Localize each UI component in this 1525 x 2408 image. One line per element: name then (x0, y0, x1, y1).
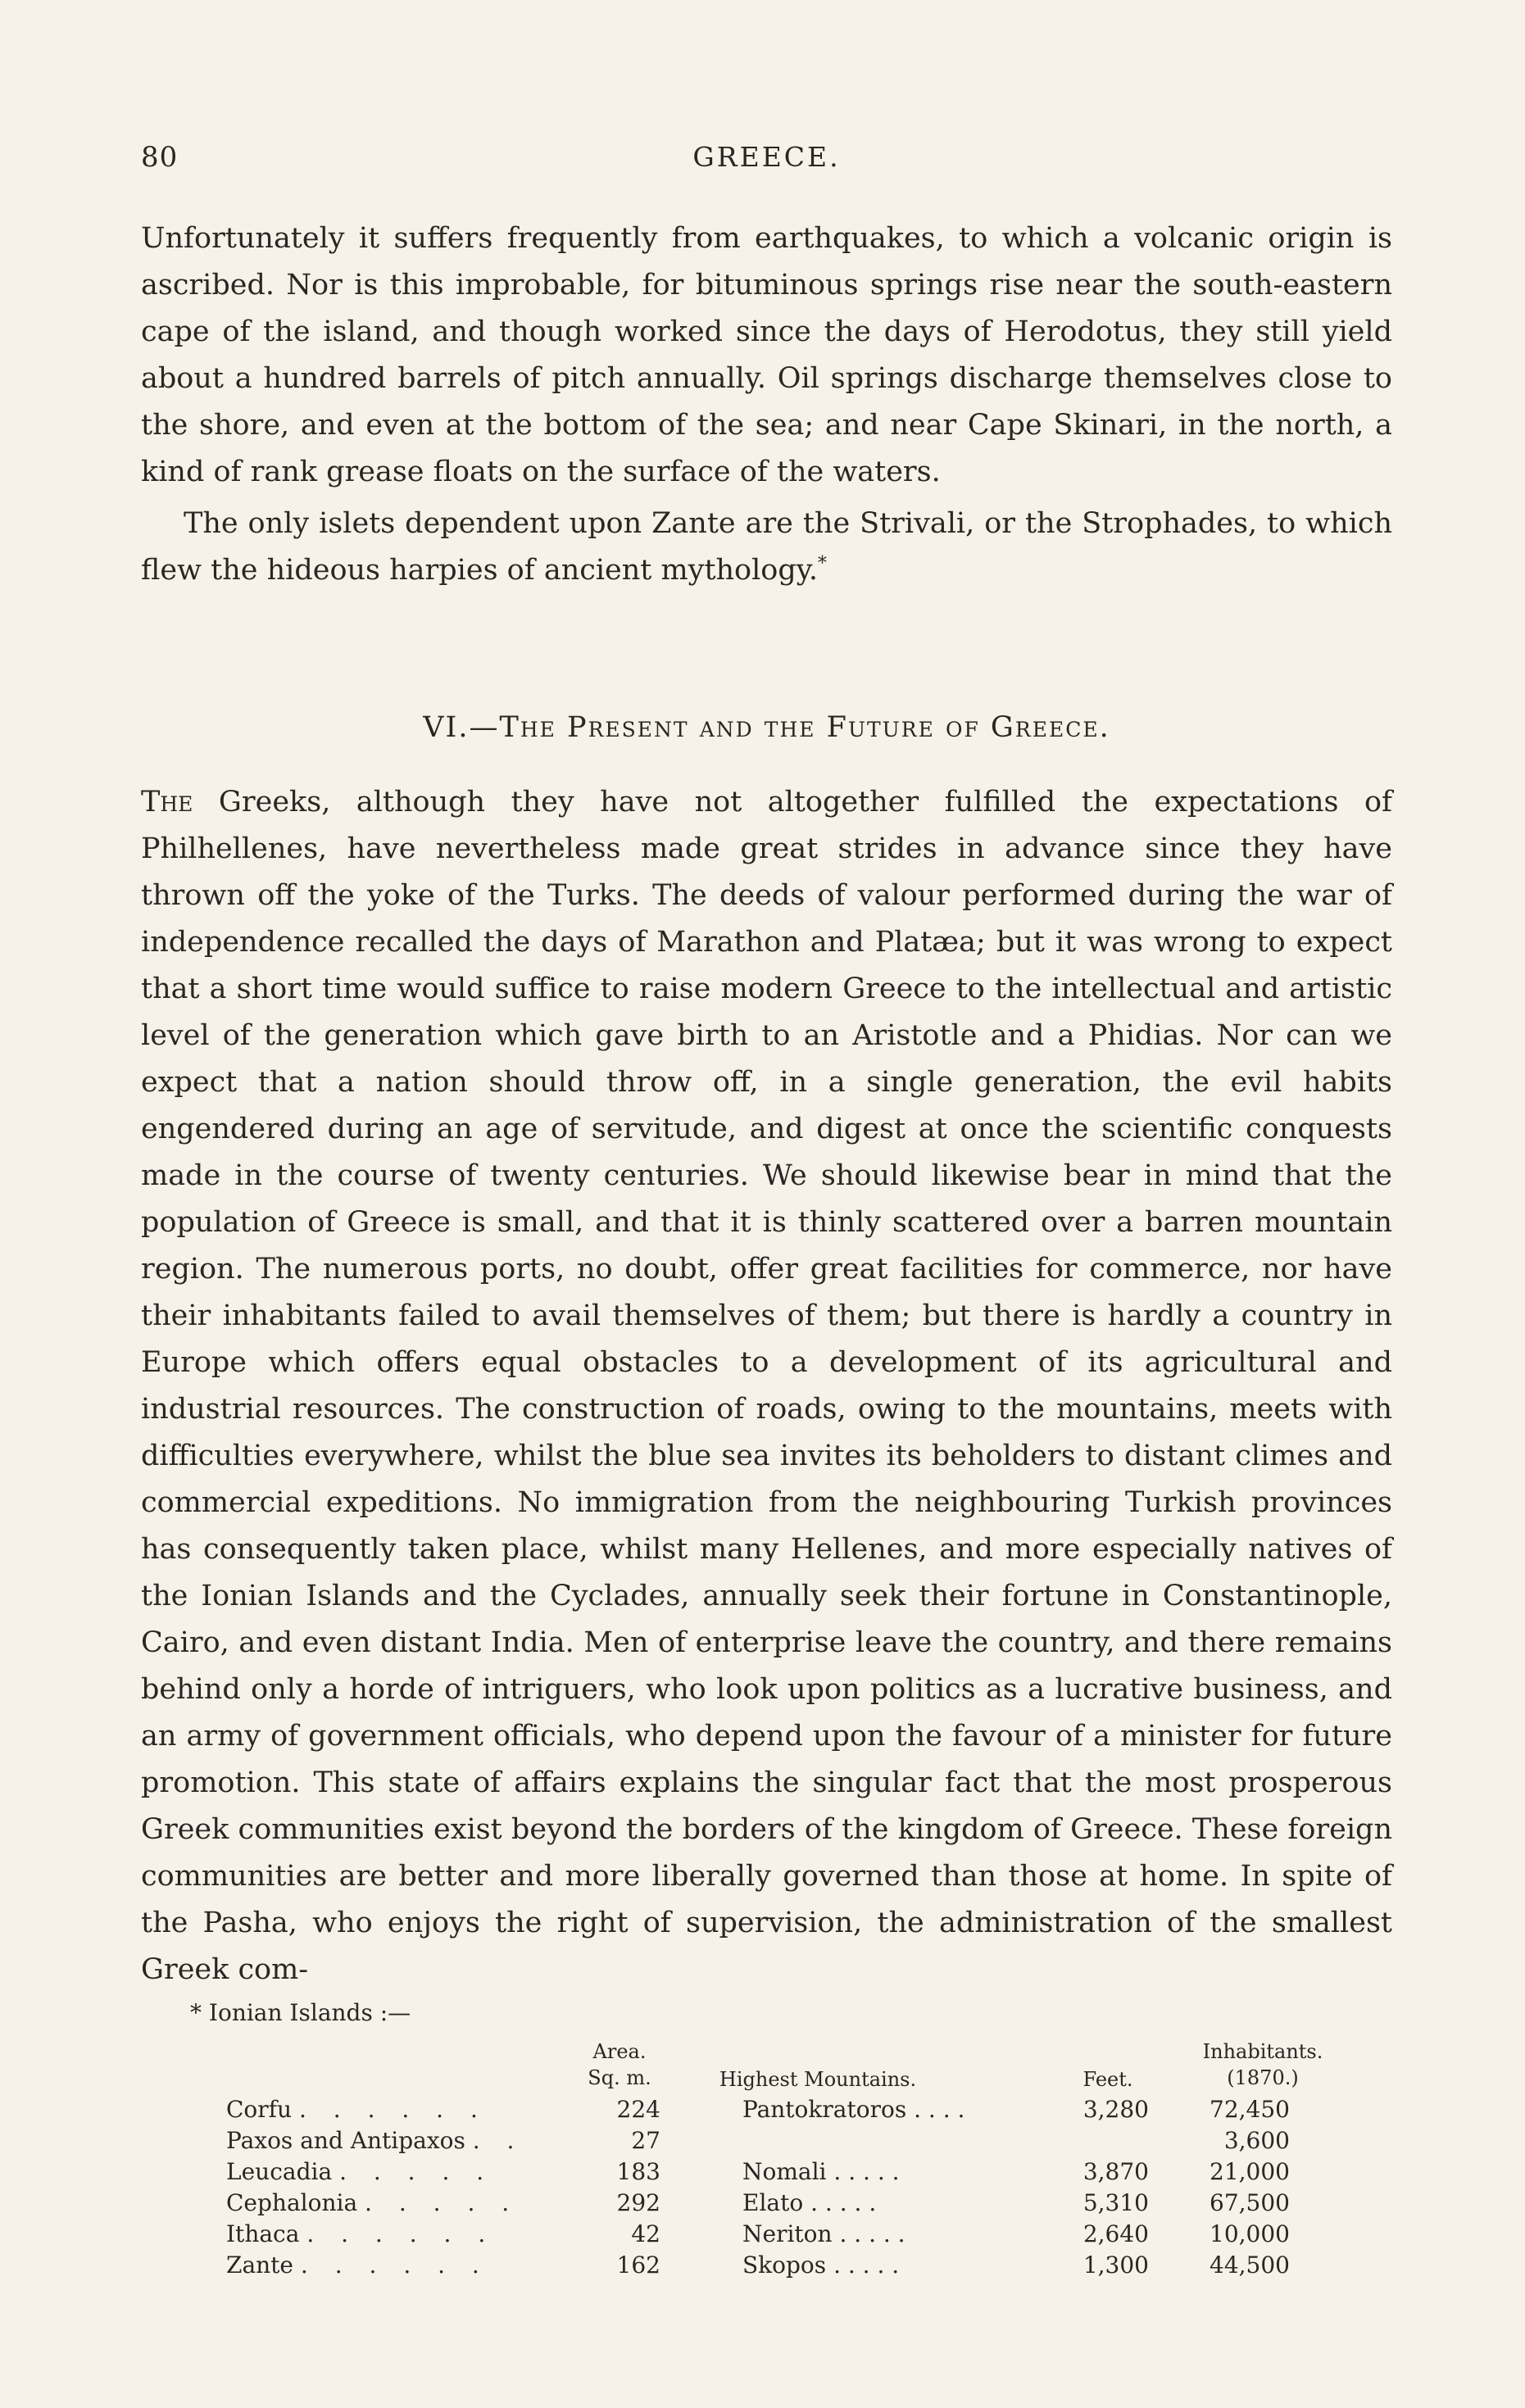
dot-leader: . . (472, 2127, 524, 2154)
area-cell: 162 (616, 2252, 660, 2279)
dot-leader: . . . . . . (306, 2220, 496, 2247)
island-name: Zante (226, 2252, 294, 2279)
paragraph-text: Unfortunately it suffers frequently from earthquakes, to which a volcanic origin is ascribed. Nor is this improbable, for bituminous springs rise near the south-eastern cape of the island, and though worked since the days of Herodotus, they still yield about a hundred barrels of pitch annually. Oil springs discharge themselves close to the shore, and even at the bottom of the sea; and near Cape Skinari, in the north, a kind of rank grease floats on the surface of the waters. (141, 222, 1392, 488)
dot-leader: . . . . . (833, 2158, 900, 2185)
page-number: 80 (141, 141, 179, 174)
header-area-unit: Sq. m. (588, 2066, 651, 2089)
island-cell (226, 2250, 570, 2281)
paragraph-text-body: The only islets dependent upon Zante are the Strivali, or the Strophades, to which flew the hideous harpies of ancient mythology. (141, 507, 1392, 587)
mountain-name: Skopos (742, 2252, 827, 2279)
mountain-cell (742, 2250, 1054, 2281)
island-cell (226, 2219, 570, 2250)
island-cell (226, 2094, 570, 2125)
footnote-marker: * (818, 553, 828, 574)
header-inhabitants-label: Inhabitants. (1202, 2040, 1323, 2063)
inhabitants-cell: 72,450 (1210, 2096, 1290, 2123)
island-cell (226, 2188, 570, 2219)
dot-leader: . . . . . . (300, 2252, 489, 2279)
running-title: GREECE. (692, 141, 841, 173)
header-area (570, 2038, 669, 2091)
area-cell: 292 (616, 2189, 660, 2216)
island-cell (226, 2125, 570, 2156)
dot-leader: . . . . . (365, 2189, 520, 2216)
paragraph-lead-word: The (141, 786, 193, 819)
mountain-name: Nomali (742, 2158, 827, 2185)
mountain-cell (742, 2188, 1054, 2219)
paragraph-present-and-future (141, 779, 1392, 1993)
header-inhabitants-year: (1870.) (1227, 2066, 1299, 2089)
page-header (141, 141, 1392, 180)
paragraph-strivali (141, 501, 1392, 594)
inhabitants-cell: 3,600 (1223, 2127, 1290, 2154)
dot-leader: . . . . . . (298, 2096, 488, 2123)
dot-leader: . . . . (914, 2096, 965, 2123)
island-name: Leucadia (226, 2158, 333, 2185)
header-feet: Feet. (1082, 2068, 1133, 2091)
paragraph-earthquakes (141, 215, 1392, 496)
mountain-cell (742, 2156, 1054, 2188)
table-row (190, 2156, 1354, 2188)
feet-cell: 3,280 (1082, 2096, 1149, 2123)
feet-cell: 2,640 (1082, 2220, 1149, 2247)
table-row (190, 2125, 1354, 2156)
paragraph-text (141, 779, 1392, 1993)
header-inhabitants (1185, 2038, 1341, 2091)
inhabitants-cell: 67,500 (1210, 2189, 1290, 2216)
inhabitants-cell: 44,500 (1210, 2252, 1290, 2279)
table-row (190, 2094, 1354, 2125)
dot-leader: . . . . . (810, 2189, 877, 2216)
dot-leader: . . . . . (833, 2252, 900, 2279)
mountain-name: Elato (742, 2189, 804, 2216)
island-name: Ithaca (226, 2220, 300, 2247)
section-heading: VI.—The Present and the Future of Greece. (423, 711, 1110, 744)
island-name: Paxos and Antipaxos (226, 2127, 465, 2154)
table-row (190, 2250, 1354, 2281)
island-name: Cephalonia (226, 2189, 358, 2216)
mountain-name: Neriton (742, 2220, 833, 2247)
footnote-label: * Ionian Islands :— (190, 1999, 411, 2026)
inhabitants-cell: 21,000 (1210, 2158, 1290, 2185)
paragraph-text-body: Greeks, although they have not altogether fulfilled the expectations of Philhellenes, have nevertheless made great strides in advance since they have thrown off the yoke of the Turks. The deeds of valour performed during the war of independence recalled the days of Marathon and Platæa; but it was wrong to expect that a short time would suffice to raise modern Greece to the intellectual and artistic level of the generation which gave birth to an Aristotle and a Phidias. Nor can we expect that a nation should throw off, in a single generation, the evil habits engendered during an age of servitude, and digest at once the scientific conquests made in the course of twenty centuries. We should likewise bear in mind that the population of Greece is small, and that it is thinly scattered over a barren mountain region. The numerous ports, no doubt, offer great facilities for commerce, nor have their inhabitants failed to avail themselves of them; but there is hardly a country in Europe which offers equal obstacles to a development of its agricultural and industrial resources. The construction of roads, owing to the mountains, meets with difficulties everywhere, whilst the blue sea invites its beholders to distant climes and commercial expeditions. No immigration from the neighbouring Turkish provinces has consequently taken place, whilst many Hellenes, and more especially natives of the Ionian Islands and the Cyclades, annually seek their fortune in Constantinople, Cairo, and even distant India. Men of enterprise leave the country, and there remains behind only a horde of intriguers, who look upon politics as a lucrative business, and an army of government officials, who depend upon the favour of a minister for future promotion. This state of affairs explains the singular fact that the most prosperous Greek communities exist beyond the borders of the kingdom of Greece. These foreign communities are better and more liberally governed than those at home. In spite of the Pasha, who enjoys the right of supervision, the administration of the smallest Greek com- (141, 786, 1392, 1986)
table-row (190, 2188, 1354, 2219)
dot-leader: . . . . . (339, 2158, 494, 2185)
feet-cell: 1,300 (1082, 2252, 1149, 2279)
area-cell: 224 (616, 2096, 660, 2123)
table-row (190, 2219, 1354, 2250)
feet-cell: 5,310 (1082, 2189, 1149, 2216)
paragraph-text (141, 501, 1392, 594)
mountain-cell (742, 2094, 1054, 2125)
inhabitants-cell: 10,000 (1210, 2220, 1290, 2247)
header-area-label: Area. (592, 2040, 647, 2063)
dot-leader: . . . . . (839, 2220, 905, 2247)
mountain-name: Pantokratoros (742, 2096, 907, 2123)
header-mountains: Highest Mountains. (719, 2068, 917, 2091)
feet-cell: 3,870 (1082, 2158, 1149, 2185)
area-cell: 27 (631, 2127, 660, 2154)
island-name: Corfu (226, 2096, 293, 2123)
area-cell: 183 (616, 2158, 660, 2185)
mountain-cell (742, 2219, 1054, 2250)
island-cell (226, 2156, 570, 2188)
area-cell: 42 (631, 2220, 660, 2247)
